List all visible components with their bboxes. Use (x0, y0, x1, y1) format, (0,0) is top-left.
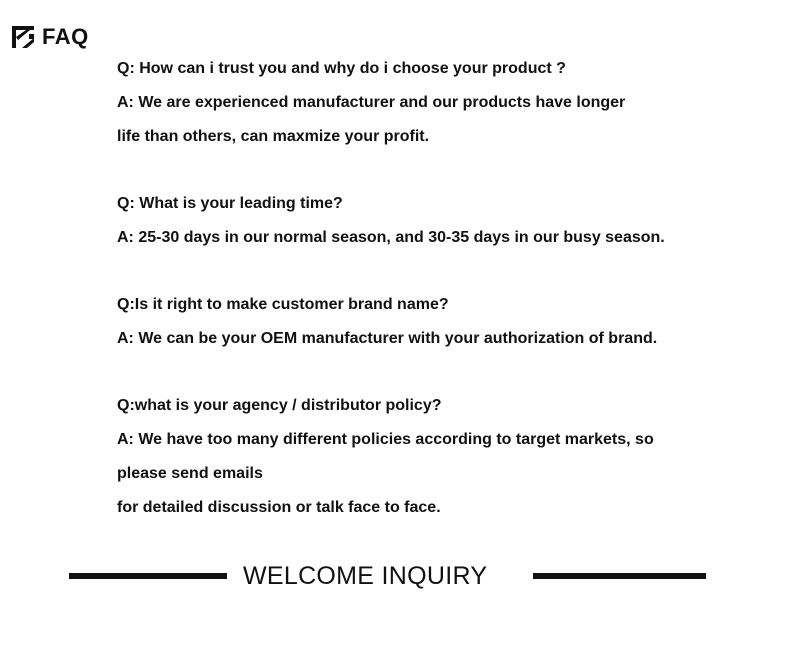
faq-answer: A: We are experienced manufacturer and our products have longer (117, 94, 626, 111)
faq-answer: for detailed discussion or talk face to face. (117, 499, 441, 516)
faq-item (117, 187, 777, 255)
faq-answer: please send emails (117, 465, 263, 482)
faq-list (117, 52, 777, 525)
welcome-inquiry-banner (69, 556, 706, 596)
faq-answer: A: 25-30 days in our normal season, and 30-35 days in our busy season. (117, 229, 665, 246)
faq-question: Q: How can i trust you and why do i choose your product ? (117, 60, 566, 77)
faq-answer: A: We have too many different policies according to target markets, so (117, 431, 654, 448)
welcome-inquiry-title: WELCOME INQUIRY (243, 562, 488, 590)
faq-question: Q: What is your leading time? (117, 195, 343, 212)
faq-item (117, 288, 777, 356)
page-title: FAQ (42, 24, 89, 49)
faq-answer: life than others, can maxmize your profit. (117, 128, 430, 145)
faq-item (117, 389, 777, 525)
faq-question: Q:what is your agency / distributor policy? (117, 397, 442, 414)
divider-left (69, 573, 227, 579)
faq-answer: A: We can be your OEM manufacturer with your authorization of brand. (117, 330, 658, 347)
divider-right (533, 573, 706, 579)
faq-question: Q:Is it right to make customer brand name? (117, 296, 449, 313)
faq-header (12, 22, 89, 52)
faq-logo-icon (12, 26, 34, 48)
faq-item (117, 52, 777, 154)
